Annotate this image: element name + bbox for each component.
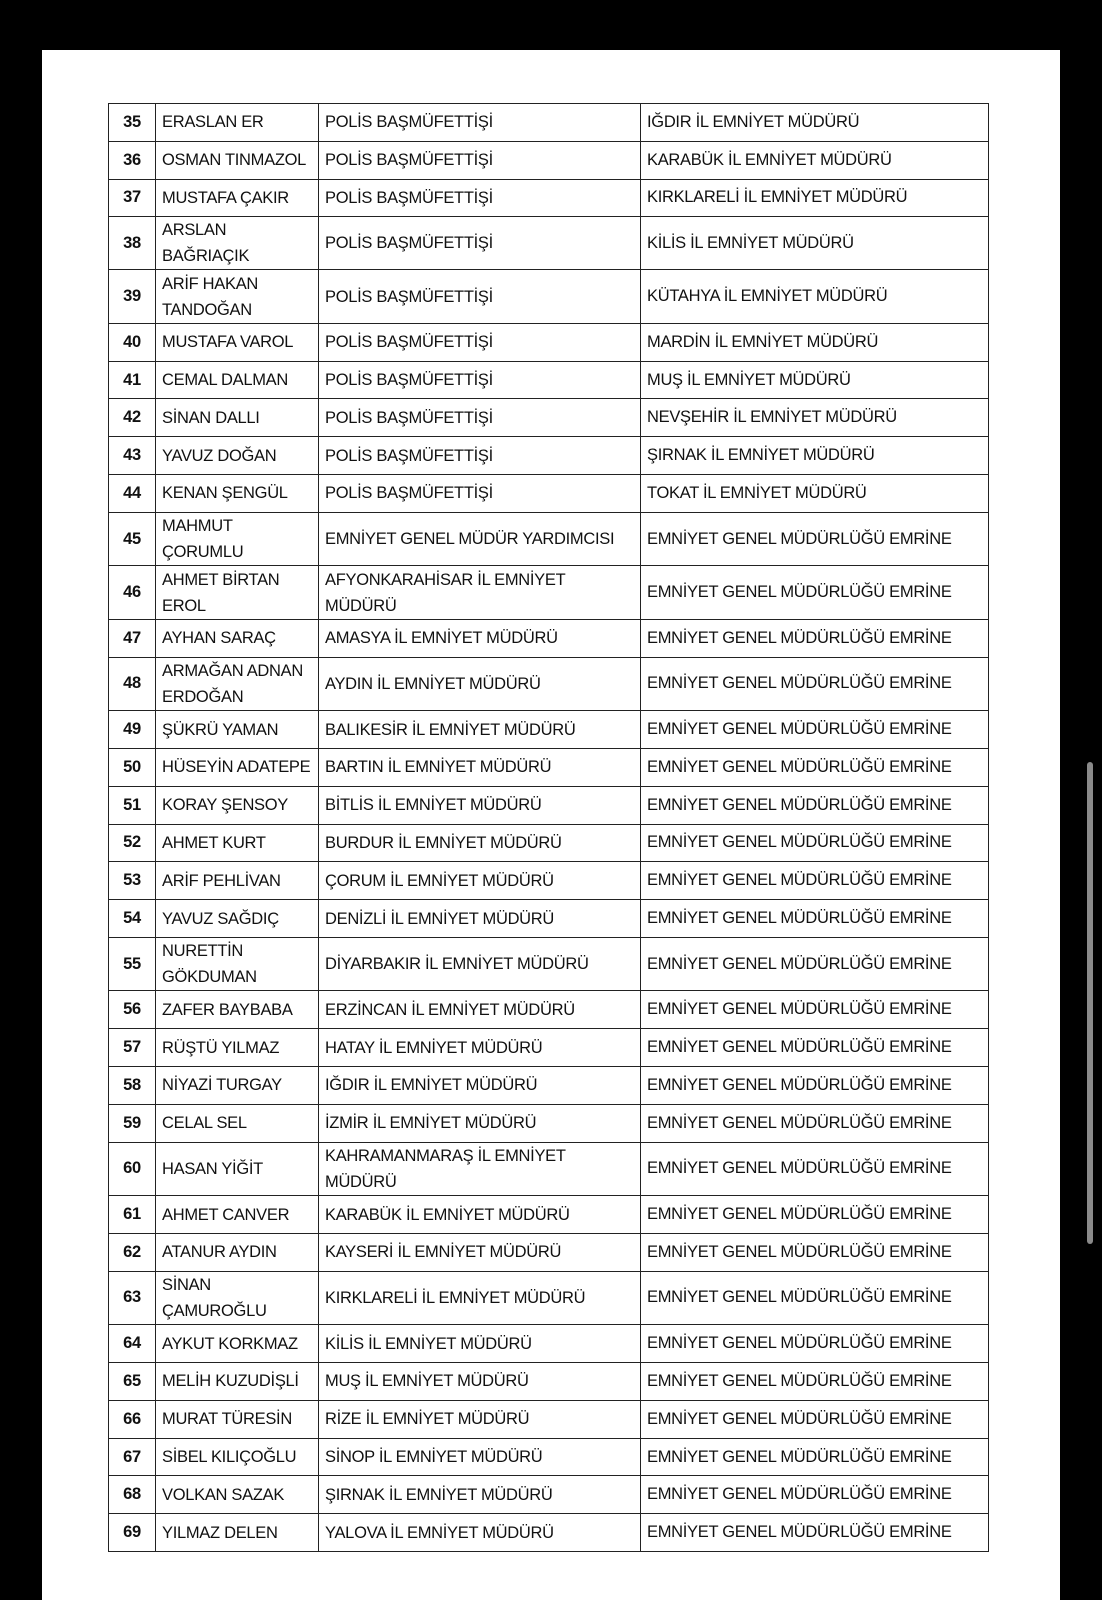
table-row (109, 217, 989, 270)
appointments-table-body (109, 104, 989, 1552)
new-position-cell: EMNİYET GENEL MÜDÜRLÜĞÜ EMRİNE (641, 862, 989, 900)
table-row (109, 1476, 989, 1514)
row-number-cell: 39 (109, 270, 156, 324)
new-position-cell: EMNİYET GENEL MÜDÜRLÜĞÜ EMRİNE (641, 937, 989, 991)
table-row (109, 862, 989, 900)
name-cell: ARMAĞAN ADNAN ERDOĞAN (156, 657, 319, 711)
table-row (109, 141, 989, 179)
name-cell: AYHAN SARAÇ (156, 619, 319, 657)
new-position-cell: KARABÜK İL EMNİYET MÜDÜRÜ (641, 141, 989, 179)
name-cell: AHMET BİRTAN EROL (156, 566, 319, 620)
table-row (109, 270, 989, 324)
row-number-cell: 61 (109, 1196, 156, 1234)
current-position-cell: POLİS BAŞMÜFETTİŞİ (319, 399, 641, 437)
row-number-cell: 67 (109, 1438, 156, 1476)
new-position-cell: EMNİYET GENEL MÜDÜRLÜĞÜ EMRİNE (641, 1476, 989, 1514)
name-cell: MURAT TÜRESİN (156, 1400, 319, 1438)
name-cell: ARİF HAKAN TANDOĞAN (156, 270, 319, 324)
current-position-cell: AFYONKARAHİSAR İL EMNİYET MÜDÜRÜ (319, 566, 641, 620)
table-row (109, 786, 989, 824)
current-position-cell: KAHRAMANMARAŞ İL EMNİYET MÜDÜRÜ (319, 1142, 641, 1196)
row-number-cell: 44 (109, 475, 156, 513)
row-number-cell: 63 (109, 1271, 156, 1325)
name-cell: CELAL SEL (156, 1104, 319, 1142)
row-number-cell: 60 (109, 1142, 156, 1196)
new-position-cell: IĞDIR İL EMNİYET MÜDÜRÜ (641, 104, 989, 142)
row-number-cell: 38 (109, 217, 156, 270)
current-position-cell: POLİS BAŞMÜFETTİŞİ (319, 104, 641, 142)
vertical-scrollbar[interactable] (1087, 762, 1093, 1244)
new-position-cell: KÜTAHYA İL EMNİYET MÜDÜRÜ (641, 270, 989, 324)
new-position-cell: EMNİYET GENEL MÜDÜRLÜĞÜ EMRİNE (641, 824, 989, 862)
row-number-cell: 65 (109, 1363, 156, 1401)
table-row (109, 566, 989, 620)
new-position-cell: MUŞ İL EMNİYET MÜDÜRÜ (641, 361, 989, 399)
table-row (109, 1233, 989, 1271)
name-cell: MUSTAFA VAROL (156, 323, 319, 361)
current-position-cell: DENİZLİ İL EMNİYET MÜDÜRÜ (319, 900, 641, 938)
row-number-cell: 69 (109, 1514, 156, 1552)
current-position-cell: ERZİNCAN İL EMNİYET MÜDÜRÜ (319, 991, 641, 1029)
new-position-cell: EMNİYET GENEL MÜDÜRLÜĞÜ EMRİNE (641, 1233, 989, 1271)
new-position-cell: EMNİYET GENEL MÜDÜRLÜĞÜ EMRİNE (641, 512, 989, 566)
name-cell: AHMET CANVER (156, 1196, 319, 1234)
current-position-cell: MUŞ İL EMNİYET MÜDÜRÜ (319, 1363, 641, 1401)
current-position-cell: POLİS BAŞMÜFETTİŞİ (319, 270, 641, 324)
row-number-cell: 41 (109, 361, 156, 399)
new-position-cell: EMNİYET GENEL MÜDÜRLÜĞÜ EMRİNE (641, 1142, 989, 1196)
new-position-cell: EMNİYET GENEL MÜDÜRLÜĞÜ EMRİNE (641, 1438, 989, 1476)
current-position-cell: EMNİYET GENEL MÜDÜR YARDIMCISI (319, 512, 641, 566)
row-number-cell: 42 (109, 399, 156, 437)
table-row (109, 104, 989, 142)
name-cell: ŞÜKRÜ YAMAN (156, 711, 319, 749)
name-cell: RÜŞTÜ YILMAZ (156, 1029, 319, 1067)
name-cell: MAHMUT ÇORUMLU (156, 512, 319, 566)
table-row (109, 824, 989, 862)
new-position-cell: EMNİYET GENEL MÜDÜRLÜĞÜ EMRİNE (641, 711, 989, 749)
name-cell: AYKUT KORKMAZ (156, 1325, 319, 1363)
current-position-cell: ÇORUM İL EMNİYET MÜDÜRÜ (319, 862, 641, 900)
table-row (109, 1271, 989, 1325)
row-number-cell: 49 (109, 711, 156, 749)
table-row (109, 748, 989, 786)
row-number-cell: 68 (109, 1476, 156, 1514)
current-position-cell: BALIKESİR İL EMNİYET MÜDÜRÜ (319, 711, 641, 749)
row-number-cell: 56 (109, 991, 156, 1029)
current-position-cell: POLİS BAŞMÜFETTİŞİ (319, 217, 641, 270)
row-number-cell: 51 (109, 786, 156, 824)
row-number-cell: 36 (109, 141, 156, 179)
current-position-cell: HATAY İL EMNİYET MÜDÜRÜ (319, 1029, 641, 1067)
current-position-cell: İZMİR İL EMNİYET MÜDÜRÜ (319, 1104, 641, 1142)
row-number-cell: 46 (109, 566, 156, 620)
current-position-cell: IĞDIR İL EMNİYET MÜDÜRÜ (319, 1067, 641, 1105)
new-position-cell: EMNİYET GENEL MÜDÜRLÜĞÜ EMRİNE (641, 1325, 989, 1363)
table-row (109, 179, 989, 217)
table-row (109, 361, 989, 399)
table-row (109, 657, 989, 711)
document-page (42, 50, 1060, 1600)
new-position-cell: EMNİYET GENEL MÜDÜRLÜĞÜ EMRİNE (641, 991, 989, 1029)
name-cell: CEMAL DALMAN (156, 361, 319, 399)
row-number-cell: 52 (109, 824, 156, 862)
name-cell: NURETTİN GÖKDUMAN (156, 937, 319, 991)
row-number-cell: 37 (109, 179, 156, 217)
new-position-cell: EMNİYET GENEL MÜDÜRLÜĞÜ EMRİNE (641, 657, 989, 711)
row-number-cell: 62 (109, 1233, 156, 1271)
row-number-cell: 53 (109, 862, 156, 900)
current-position-cell: BİTLİS İL EMNİYET MÜDÜRÜ (319, 786, 641, 824)
current-position-cell: POLİS BAŞMÜFETTİŞİ (319, 437, 641, 475)
name-cell: SİBEL KILIÇOĞLU (156, 1438, 319, 1476)
current-position-cell: SİNOP İL EMNİYET MÜDÜRÜ (319, 1438, 641, 1476)
new-position-cell: EMNİYET GENEL MÜDÜRLÜĞÜ EMRİNE (641, 1400, 989, 1438)
row-number-cell: 47 (109, 619, 156, 657)
current-position-cell: KARABÜK İL EMNİYET MÜDÜRÜ (319, 1196, 641, 1234)
name-cell: YAVUZ DOĞAN (156, 437, 319, 475)
table-row (109, 1104, 989, 1142)
row-number-cell: 66 (109, 1400, 156, 1438)
table-row (109, 1438, 989, 1476)
new-position-cell: TOKAT İL EMNİYET MÜDÜRÜ (641, 475, 989, 513)
new-position-cell: EMNİYET GENEL MÜDÜRLÜĞÜ EMRİNE (641, 1514, 989, 1552)
new-position-cell: MARDİN İL EMNİYET MÜDÜRÜ (641, 323, 989, 361)
current-position-cell: DİYARBAKIR İL EMNİYET MÜDÜRÜ (319, 937, 641, 991)
new-position-cell: NEVŞEHİR İL EMNİYET MÜDÜRÜ (641, 399, 989, 437)
name-cell: ATANUR AYDIN (156, 1233, 319, 1271)
new-position-cell: EMNİYET GENEL MÜDÜRLÜĞÜ EMRİNE (641, 1363, 989, 1401)
row-number-cell: 59 (109, 1104, 156, 1142)
name-cell: SİNAN ÇAMUROĞLU (156, 1271, 319, 1325)
new-position-cell: EMNİYET GENEL MÜDÜRLÜĞÜ EMRİNE (641, 566, 989, 620)
current-position-cell: BARTIN İL EMNİYET MÜDÜRÜ (319, 748, 641, 786)
current-position-cell: POLİS BAŞMÜFETTİŞİ (319, 361, 641, 399)
table-row (109, 991, 989, 1029)
name-cell: VOLKAN SAZAK (156, 1476, 319, 1514)
name-cell: OSMAN TINMAZOL (156, 141, 319, 179)
new-position-cell: EMNİYET GENEL MÜDÜRLÜĞÜ EMRİNE (641, 619, 989, 657)
current-position-cell: POLİS BAŞMÜFETTİŞİ (319, 323, 641, 361)
name-cell: MELİH KUZUDİŞLİ (156, 1363, 319, 1401)
row-number-cell: 64 (109, 1325, 156, 1363)
name-cell: AHMET KURT (156, 824, 319, 862)
current-position-cell: RİZE İL EMNİYET MÜDÜRÜ (319, 1400, 641, 1438)
row-number-cell: 54 (109, 900, 156, 938)
table-row (109, 512, 989, 566)
row-number-cell: 45 (109, 512, 156, 566)
name-cell: MUSTAFA ÇAKIR (156, 179, 319, 217)
current-position-cell: ŞIRNAK İL EMNİYET MÜDÜRÜ (319, 1476, 641, 1514)
current-position-cell: YALOVA İL EMNİYET MÜDÜRÜ (319, 1514, 641, 1552)
table-row (109, 711, 989, 749)
row-number-cell: 58 (109, 1067, 156, 1105)
appointments-table (108, 103, 989, 1552)
new-position-cell: EMNİYET GENEL MÜDÜRLÜĞÜ EMRİNE (641, 900, 989, 938)
current-position-cell: KAYSERİ İL EMNİYET MÜDÜRÜ (319, 1233, 641, 1271)
name-cell: ARSLAN BAĞRIAÇIK (156, 217, 319, 270)
row-number-cell: 57 (109, 1029, 156, 1067)
current-position-cell: KIRKLARELİ İL EMNİYET MÜDÜRÜ (319, 1271, 641, 1325)
table-row (109, 1142, 989, 1196)
new-position-cell: EMNİYET GENEL MÜDÜRLÜĞÜ EMRİNE (641, 1196, 989, 1234)
current-position-cell: BURDUR İL EMNİYET MÜDÜRÜ (319, 824, 641, 862)
new-position-cell: KIRKLARELİ İL EMNİYET MÜDÜRÜ (641, 179, 989, 217)
current-position-cell: AMASYA İL EMNİYET MÜDÜRÜ (319, 619, 641, 657)
table-row (109, 323, 989, 361)
name-cell: ZAFER BAYBABA (156, 991, 319, 1029)
table-row (109, 937, 989, 991)
row-number-cell: 55 (109, 937, 156, 991)
table-row (109, 475, 989, 513)
table-row (109, 619, 989, 657)
name-cell: YAVUZ SAĞDIÇ (156, 900, 319, 938)
current-position-cell: POLİS BAŞMÜFETTİŞİ (319, 475, 641, 513)
row-number-cell: 35 (109, 104, 156, 142)
table-row (109, 1325, 989, 1363)
name-cell: YILMAZ DELEN (156, 1514, 319, 1552)
table-row (109, 1363, 989, 1401)
table-row (109, 399, 989, 437)
name-cell: HÜSEYİN ADATEPE (156, 748, 319, 786)
current-position-cell: POLİS BAŞMÜFETTİŞİ (319, 141, 641, 179)
row-number-cell: 48 (109, 657, 156, 711)
current-position-cell: AYDIN İL EMNİYET MÜDÜRÜ (319, 657, 641, 711)
name-cell: ARİF PEHLİVAN (156, 862, 319, 900)
current-position-cell: KİLİS İL EMNİYET MÜDÜRÜ (319, 1325, 641, 1363)
new-position-cell: KİLİS İL EMNİYET MÜDÜRÜ (641, 217, 989, 270)
name-cell: NİYAZİ TURGAY (156, 1067, 319, 1105)
table-row (109, 900, 989, 938)
new-position-cell: EMNİYET GENEL MÜDÜRLÜĞÜ EMRİNE (641, 1029, 989, 1067)
current-position-cell: POLİS BAŞMÜFETTİŞİ (319, 179, 641, 217)
table-row (109, 1400, 989, 1438)
new-position-cell: EMNİYET GENEL MÜDÜRLÜĞÜ EMRİNE (641, 1104, 989, 1142)
new-position-cell: EMNİYET GENEL MÜDÜRLÜĞÜ EMRİNE (641, 786, 989, 824)
name-cell: HASAN YİĞİT (156, 1142, 319, 1196)
table-row (109, 1196, 989, 1234)
new-position-cell: EMNİYET GENEL MÜDÜRLÜĞÜ EMRİNE (641, 1067, 989, 1105)
name-cell: ERASLAN ER (156, 104, 319, 142)
table-row (109, 1029, 989, 1067)
table-row (109, 1067, 989, 1105)
new-position-cell: EMNİYET GENEL MÜDÜRLÜĞÜ EMRİNE (641, 1271, 989, 1325)
table-row (109, 437, 989, 475)
name-cell: SİNAN DALLI (156, 399, 319, 437)
name-cell: KENAN ŞENGÜL (156, 475, 319, 513)
table-row (109, 1514, 989, 1552)
row-number-cell: 43 (109, 437, 156, 475)
row-number-cell: 40 (109, 323, 156, 361)
name-cell: KORAY ŞENSOY (156, 786, 319, 824)
new-position-cell: EMNİYET GENEL MÜDÜRLÜĞÜ EMRİNE (641, 748, 989, 786)
row-number-cell: 50 (109, 748, 156, 786)
new-position-cell: ŞIRNAK İL EMNİYET MÜDÜRÜ (641, 437, 989, 475)
